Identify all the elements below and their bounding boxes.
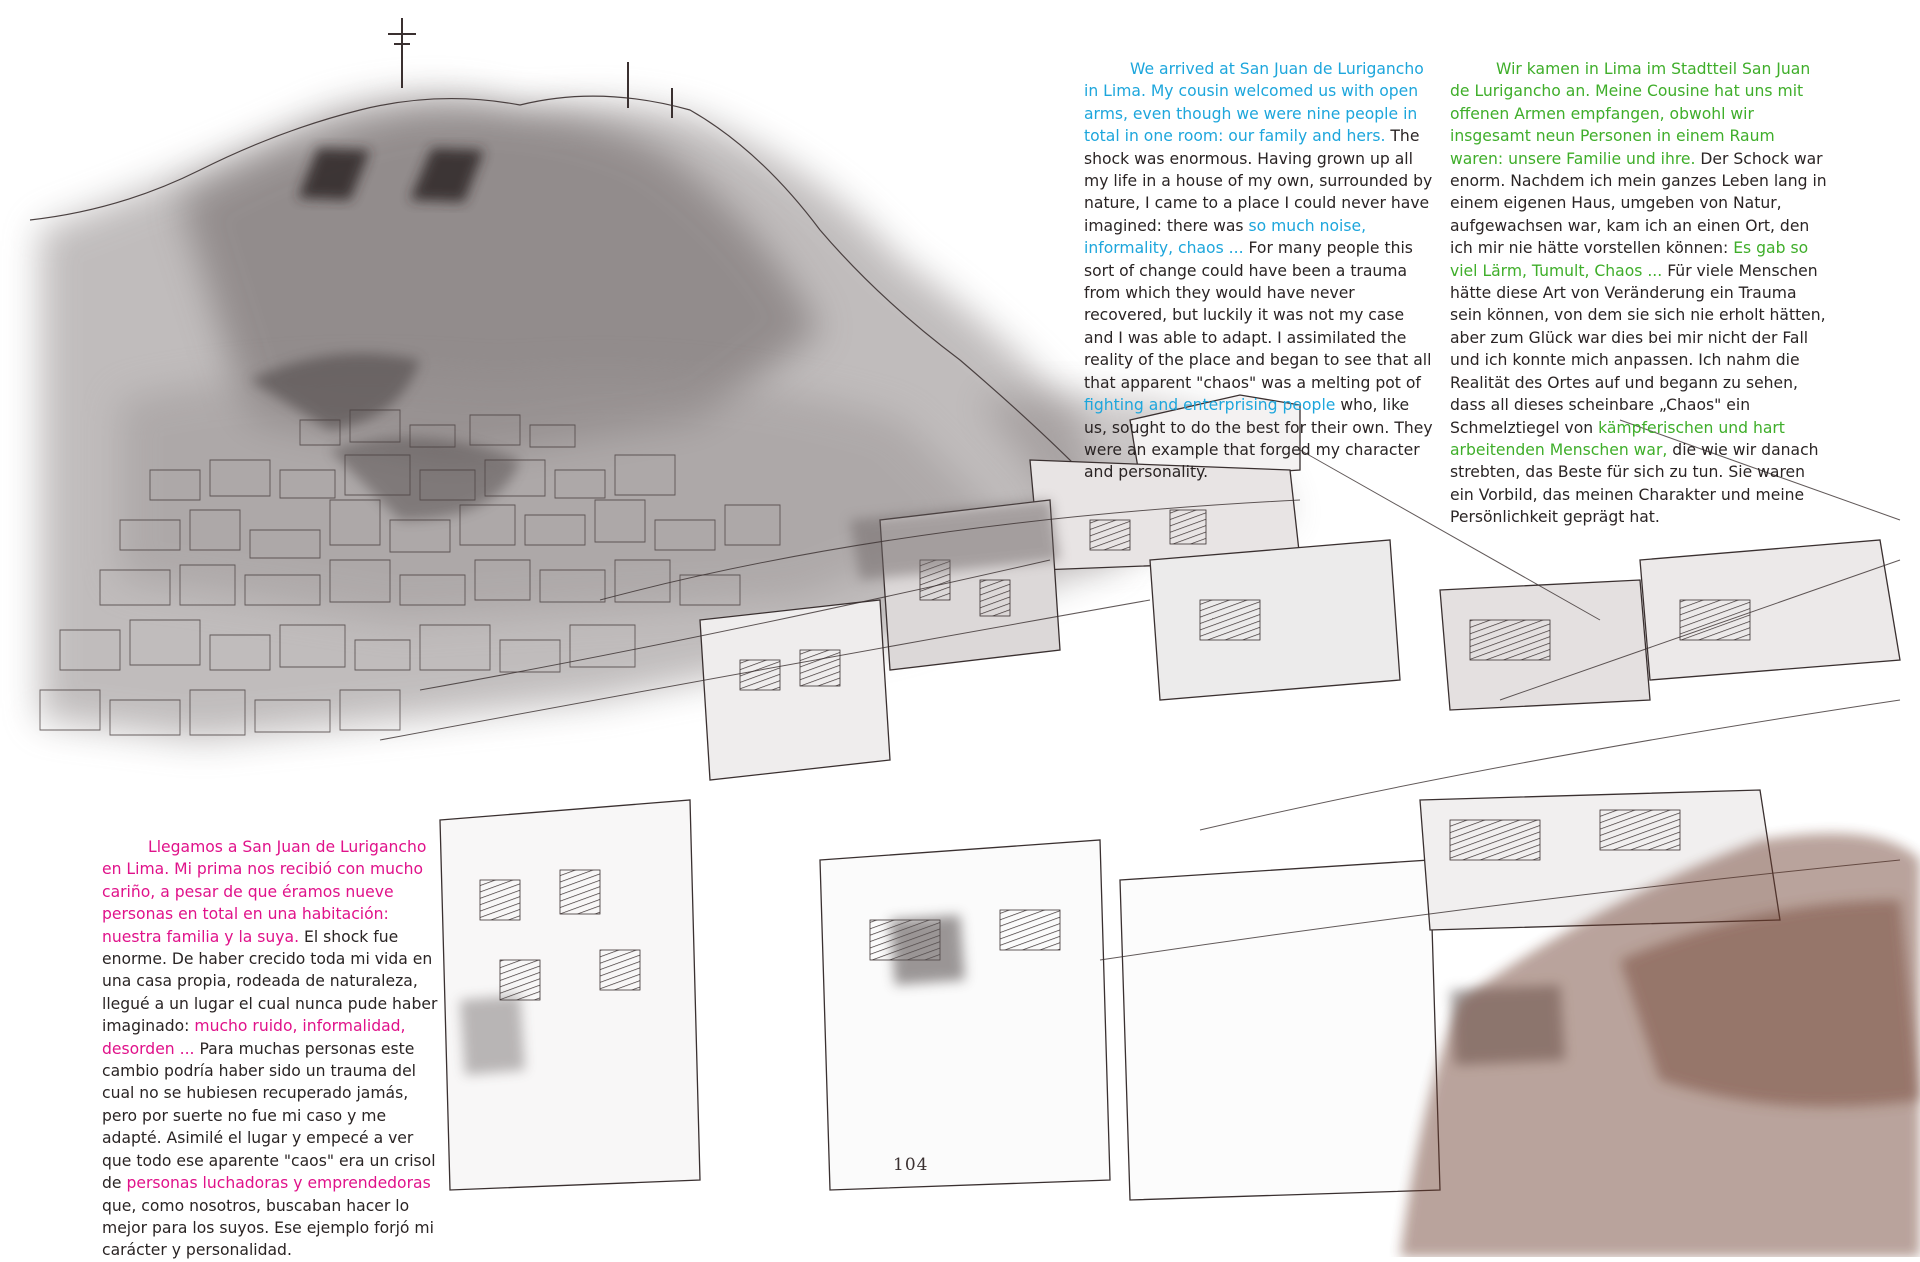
german-paragraph [1450, 58, 1830, 529]
spanish-text-shock: El shock fue enorme. De haber crecido toda mi vida en una casa propia, rodeada de naturaleza, llegué a un lugar el cual nunca pude haber imaginado: [102, 927, 438, 1036]
english-highlight-noise: so much noise, informality, chaos ... [1084, 216, 1367, 258]
spanish-highlight-noise: mucho ruido, informalidad, desorden ... [102, 1017, 406, 1058]
spanish-highlight-people: personas luchadoras y emprendedoras [126, 1174, 431, 1193]
page-number: 104 [893, 1155, 929, 1175]
spanish-highlight-arrival: Llegamos a San Juan de Lurigancho en Lima. Mi prima nos recibió con mucho cariño, a pesar de que éramos nueve personas en total en una habitación: nuestra familia y la suya. [102, 838, 427, 946]
spanish-text-column [102, 836, 446, 1262]
german-text-shock: Der Schock war enorm. Nachdem ich mein ganzes Leben lang in einem eigenen Haus, umgeben von Natur, aufgewachsen war, kam ich an einen Ort, den ich mir nie hätte vorstellen können: [1450, 149, 1827, 258]
english-highlight-people: fighting and enterprising people [1084, 396, 1336, 415]
spanish-text-example: que, como nosotros, buscaban hacer lo mejor para los suyos. Ese ejemplo forjó mi carácter y personalidad. [102, 1196, 434, 1260]
german-highlight-noise: Es gab so viel Lärm, Tumult, Chaos ... [1450, 239, 1809, 280]
german-highlight-arrival: Wir kamen in Lima im Stadtteil San Juan de Lurigancho an. Meine Cousine hat uns mit offenen Armen empfangen, obwohl wir insgesamt neun Personen in einem Raum waren: unsere Familie und ihre. [1450, 60, 1811, 168]
english-highlight-arrival: We arrived at San Juan de Lurigancho in Lima. My cousin welcomed us with open arms, even though we were nine people in total in one room: our family and hers. [1084, 60, 1424, 146]
english-text-shock: The shock was enormous. Having grown up all my life in a house of my own, surrounded by nature, I came to a place I could never have imagined: there was [1084, 127, 1433, 235]
english-text-trauma: For many people this sort of change could have been a trauma from which they would have never recovered, but luckily it was not my case and I was able to adapt. I assimilated the reality of the place and began to see that all that apparent "chaos" was a melting pot of [1084, 239, 1432, 392]
german-text-column [1450, 58, 1830, 529]
german-highlight-people: kämpferischen und hart arbeitenden Menschen war, [1450, 418, 1785, 459]
spanish-text-trauma: Para muchas personas este cambio podría haber sido un trauma del cual no se hubiesen recuperado jamás, pero por suerte no fue mi caso y me adapté. Asimilé el lugar y empecé a ver que todo ese aparente "caos" era un crisol de [102, 1039, 436, 1193]
english-text-column [1084, 58, 1436, 484]
english-text-example: who, like us, sought to do the best for their own. They were an example that forged my character and personality. [1084, 396, 1433, 482]
german-text-trauma: Für viele Menschen hätte diese Art von Veränderung ein Trauma sein können, von dem sie sich nie erholt hätten, aber zum Glück war dies bei mir nicht der Fall und ich konnte mich anpassen. Ich nahm die Realität des Ortes auf und begann zu sehen, dass all dieses scheinbare „Chaos" ein Schmelztiegel von [1450, 261, 1826, 437]
english-paragraph [1084, 58, 1436, 484]
spanish-paragraph [102, 836, 446, 1262]
german-text-example: die wie wir danach strebten, das Beste für sich zu tun. Sie waren ein Vorbild, das meinen Charakter und meine Persönlichkeit geprägt hat. [1450, 440, 1819, 527]
